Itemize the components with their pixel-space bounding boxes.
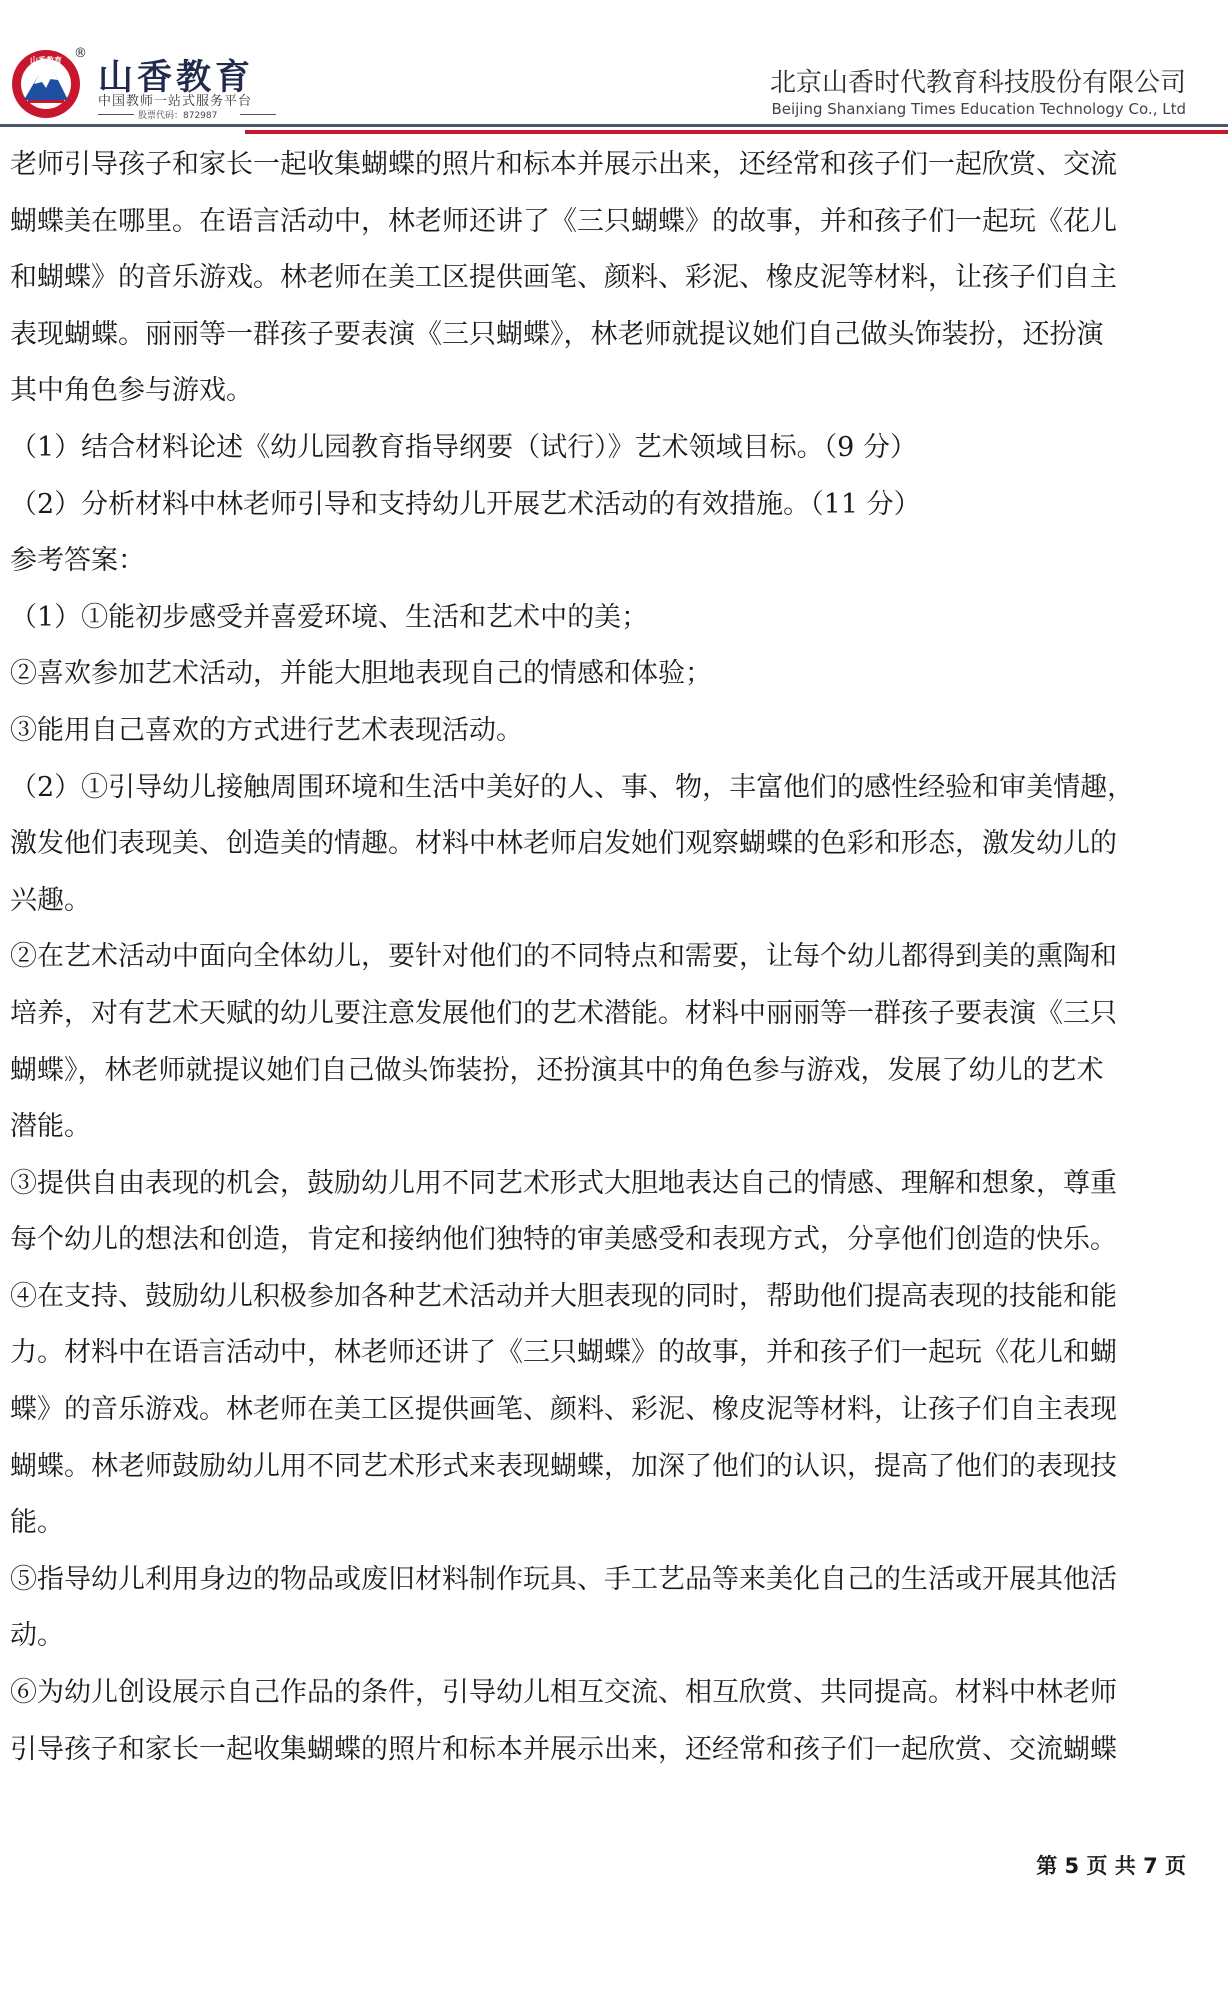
text-line: （1）①能初步感受并喜爱环境、生活和艺术中的美； (10, 601, 649, 633)
text-line: （2）①引导幼儿接触周围环境和生活中美好的人、事、物，丰富他们的感性经验和审美情趣， (10, 771, 1135, 803)
shanxiang-logo-icon (10, 48, 82, 120)
text-line: 老师引导孩子和家长一起收集蝴蝶的照片和标本并展示出来，还经常和孩子们一起欣赏、交流 (10, 149, 1117, 180)
text-line: 动。 (10, 1620, 64, 1652)
text-line: 激发他们表现美、创造美的情趣。材料中林老师启发她们观察蝴蝶的色彩和形态，激发幼儿的 (10, 828, 1117, 860)
text-line: 其中角色参与游戏。 (10, 375, 253, 407)
text-line: ④在支持、鼓励幼儿积极参加各种艺术活动并大胆表现的同时，帮助他们提高表现的技能和能 (10, 1280, 1117, 1312)
text-line: 引导孩子和家长一起收集蝴蝶的照片和标本并展示出来，还经常和孩子们一起欣赏、交流蝴蝶 (10, 1733, 1117, 1765)
text-line: 培养，对有艺术天赋的幼儿要注意发展他们的艺术潜能。材料中丽丽等一群孩子要表演《三只 (10, 997, 1117, 1029)
text-line: 力。材料中在语言活动中，林老师还讲了《三只蝴蝶》的故事，并和孩子们一起玩《花儿和蝴 (10, 1337, 1117, 1369)
page-number: 第 5 页 共 7 页 (1036, 1854, 1186, 1878)
text-line: 参考答案： (10, 545, 145, 577)
company-name-en: Beijing Shanxiang Times Education Technology Co., Ltd (771, 100, 1186, 118)
text-line: 兴趣。 (10, 884, 91, 916)
text-line: ②在艺术活动中面向全体幼儿，要针对他们的不同特点和需要，让每个幼儿都得到美的熏陶和 (10, 941, 1117, 973)
text-line: 蝴蝶美在哪里。在语言活动中，林老师还讲了《三只蝴蝶》的故事，并和孩子们一起玩《花儿 (10, 205, 1117, 237)
text-line: （1）结合材料论述《幼儿园教育指导纲要（试行）》艺术领域目标。（9 分） (10, 431, 917, 463)
text-line: ③能用自己喜欢的方式进行艺术表现活动。 (10, 714, 523, 746)
text-line: 蝴蝶。林老师鼓励幼儿用不同艺术形式来表现蝴蝶，加深了他们的认识，提高了他们的表现技 (10, 1450, 1117, 1482)
header-divider-grey (0, 124, 1228, 127)
brand-name: 山香教育 (98, 58, 255, 98)
text-line: ⑥为幼儿创设展示自己作品的条件，引导幼儿相互交流、相互欣赏、共同提高。材料中林老师 (10, 1677, 1117, 1709)
text-line: 蝶》的音乐游戏。林老师在美工区提供画笔、颜料、彩泥、橡皮泥等材料，让孩子们自主表现 (10, 1394, 1117, 1426)
company-name-cn: 北京山香时代教育科技股份有限公司 (769, 68, 1186, 98)
text-line: 和蝴蝶》的音乐游戏。林老师在美工区提供画笔、颜料、彩泥、橡皮泥等材料，让孩子们自主 (10, 262, 1117, 294)
text-line: 潜能。 (10, 1111, 91, 1143)
text-line: 每个幼儿的想法和创造，肯定和接纳他们独特的审美感受和表现方式，分享他们创造的快乐。 (10, 1224, 1117, 1256)
registered-mark: ® (74, 46, 87, 61)
stock-code-line (98, 108, 276, 120)
text-line: ②喜欢参加艺术活动，并能大胆地表现自己的情感和体验； (10, 658, 712, 690)
text-line: ⑤指导幼儿利用身边的物品或废旧材料制作玩具、手工艺品等来美化自己的生活或开展其他活 (10, 1563, 1117, 1595)
stock-rule-right (240, 114, 276, 115)
brand-slogan: 中国教师一站式服务平台 (98, 94, 253, 109)
text-line: 蝴蝶》，林老师就提议她们自己做头饰装扮，还扮演其中的角色参与游戏，发展了幼儿的艺术 (10, 1054, 1104, 1086)
page-header (0, 0, 1228, 140)
logo-text: 山香教育 (30, 56, 62, 65)
text-line: ③提供自由表现的机会，鼓励幼儿用不同艺术形式大胆地表达自己的情感、理解和想象，尊重 (10, 1167, 1117, 1199)
stock-code: 股票代码：872987 (138, 111, 218, 121)
text-line: 能。 (10, 1507, 64, 1539)
text-line: 表现蝴蝶。丽丽等一群孩子要表演《三只蝴蝶》，林老师就提议她们自己做头饰装扮，还扮演 (10, 318, 1104, 350)
document-body (10, 137, 1190, 1778)
text-line: （2）分析材料中林老师引导和支持幼儿开展艺术活动的有效措施。（11 分） (10, 488, 921, 520)
header-divider-red (245, 130, 1228, 134)
stock-rule-left (98, 114, 134, 115)
